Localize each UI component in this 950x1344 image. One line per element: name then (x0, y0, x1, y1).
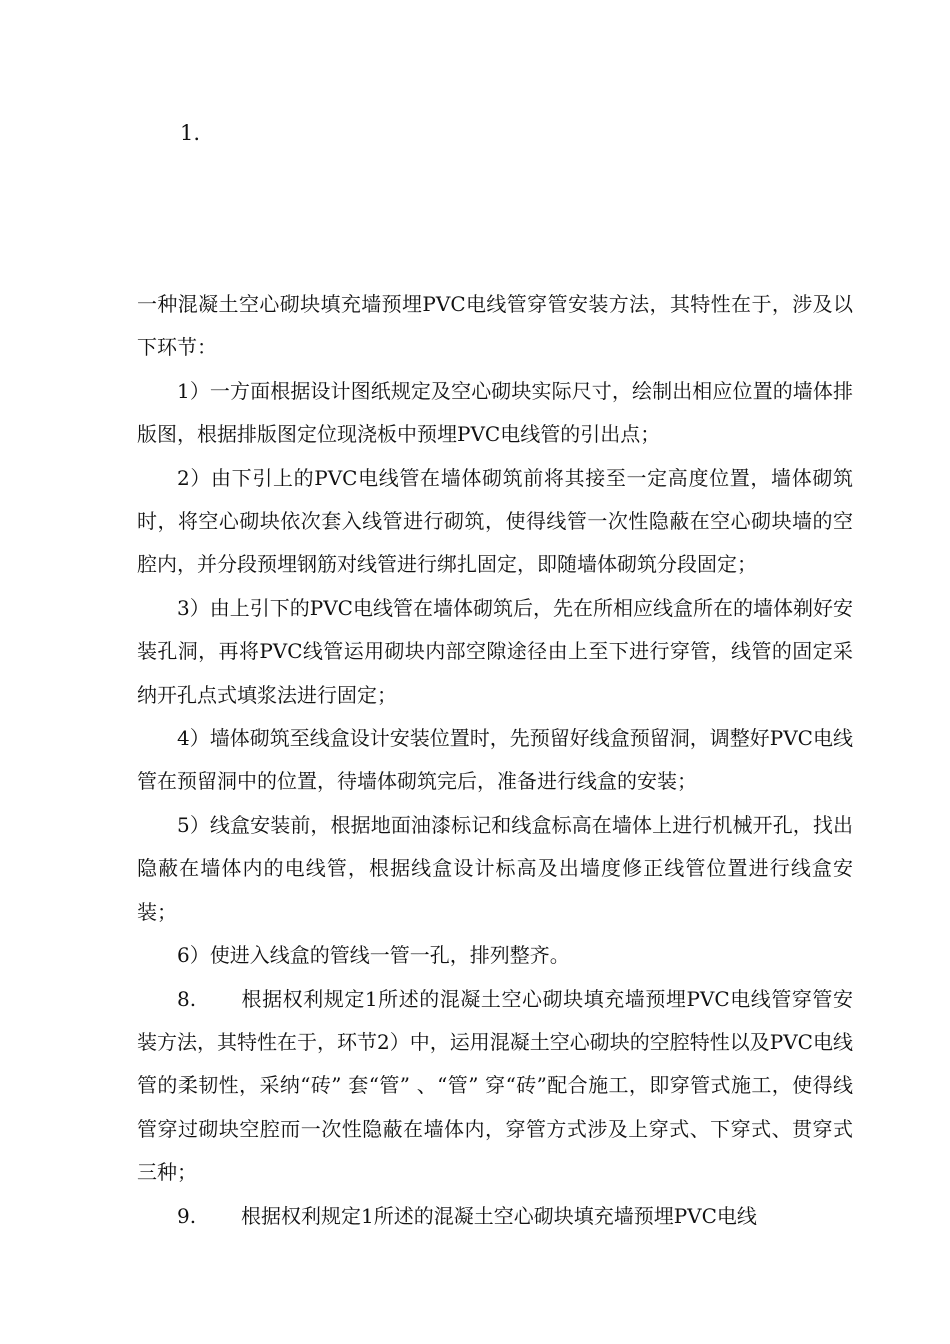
claim-number: 9. (177, 1203, 197, 1228)
paragraph-text: 一种混凝土空心砌块填充墙预埋PVC电线管穿管安装方法，其特性在于，涉及以下环节： (137, 292, 853, 360)
paragraph-step-2 (137, 457, 853, 587)
paragraph-intro (137, 283, 853, 370)
paragraph-step-5 (137, 804, 853, 934)
paragraph-step-4 (137, 717, 853, 804)
paragraph-text: 根据权利规定1所述的混凝土空心砌块填充墙预埋PVC电线 (241, 1203, 757, 1228)
paragraph-text: 1）一方面根据设计图纸规定及空心砌块实际尺寸，绘制出相应位置的墙体排版图，根据排版图定位现浇板中预埋PVC电线管的引出点； (137, 378, 853, 447)
paragraph-step-3 (137, 587, 853, 717)
paragraph-text: 4）墙体砌筑至线盒设计安装位置时，先预留好线盒预留洞，调整好PVC电线管在预留洞中的位置，待墙体砌筑完后，准备进行线盒的安装； (137, 726, 853, 794)
paragraph-text: 3）由上引下的PVC电线管在墙体砌筑后，先在所相应线盒所在的墙体剃好安装孔洞，再将PVC线管运用砌块内部空隙途径由上至下进行穿管，线管的固定采纳开孔点式填浆法进行固定； (137, 595, 853, 707)
body-text (137, 283, 853, 1238)
paragraph-step-1 (137, 370, 853, 457)
paragraph-text: 6）使进入线盒的管线一管一孔，排列整齐。 (177, 943, 570, 968)
paragraph-text: 根据权利规定1所述的混凝土空心砌块填充墙预埋PVC电线管穿管安装方法，其特性在于，环节2）中，运用混凝土空心砌块的空腔特性以及PVC电线管的柔韧性，采纳“砖” 套“管” 、“管” 穿“砖”配合施工，即穿管式施工，使得线管穿过砌块空腔而一次性隐蔽在墙体内，穿管方式涉及上穿式、下穿式、贯穿式三种； (137, 986, 853, 1185)
paragraph-claim-8 (137, 978, 853, 1195)
paragraph-text: 5）线盒安装前，根据地面油漆标记和线盒标高在墙体上进行机械开孔，找出隐蔽在墙体内的电线管，根据线盒设计标高及出墙度修正线管位置进行线盒安装； (137, 812, 853, 924)
claim-number: 8. (177, 986, 197, 1011)
heading-number: 1. (180, 121, 201, 145)
paragraph-claim-9 (137, 1195, 853, 1238)
paragraph-text: 2）由下引上的PVC电线管在墙体砌筑前将其接至一定高度位置，墙体砌筑时，将空心砌块依次套入线管进行砌筑，使得线管一次性隐蔽在空心砌块墙的空腔内，并分段预埋钢筋对线管进行绑扎固定，即随墙体砌筑分段固定； (137, 465, 853, 577)
paragraph-step-6 (137, 934, 853, 977)
